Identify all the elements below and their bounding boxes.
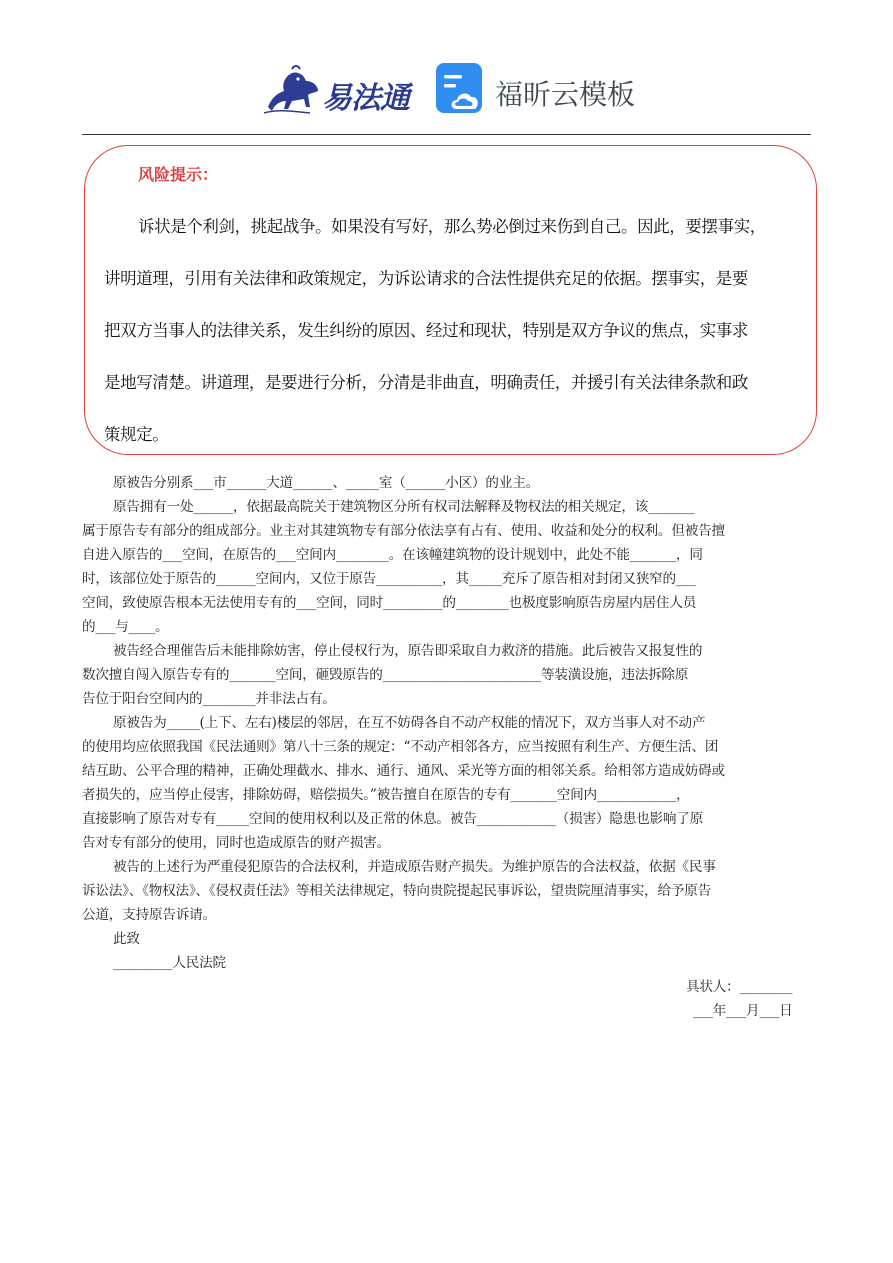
logo1-text: 易法通 bbox=[322, 81, 409, 116]
paragraph-line: 结互助、公平合理的精神，正确处理截水、排水、通行、通风、采光等方面的相邻关系。给相邻方造成妨碍或 bbox=[82, 763, 725, 779]
paragraph-line: 者损失的，应当停止侵害，排除妨碍，赔偿损失。”被告擅自在原告的专有_______空间内____________， bbox=[82, 787, 690, 803]
paragraph-line: 告位于阳台空间内的________并非法占有。 bbox=[82, 691, 336, 707]
paragraph-line: 的使用均应依照我国《民法通则》第八十三条的规定：“不动产相邻各方，应当按照有利生产、方便生活、团 bbox=[82, 739, 719, 755]
page-header bbox=[0, 55, 893, 130]
qilin-logo-icon bbox=[262, 63, 324, 119]
header-divider bbox=[82, 134, 811, 135]
cloud-template-logo-icon bbox=[436, 63, 486, 117]
court-name-line: _________人民法院 bbox=[113, 955, 226, 971]
risk-notice-line: 诉状是个利剑，挑起战争。如果没有写好，那么势必倒过来伤到自己。因此，要摆事实， bbox=[138, 217, 766, 236]
paragraph-line: 属于原告专有部分的组成部分。业主对其建筑物专有部分依法享有占有、使用、收益和处分的权利。但被告擅 bbox=[82, 523, 725, 539]
paragraph-line: 原被告为_____(上下、左右)楼层的邻居，在互不妨碍各自不动产权能的情况下，双方当事人对不动产 bbox=[113, 715, 706, 731]
paragraph-line: 原被告分别系___市______大道______、_____室（______小区）的业主。 bbox=[113, 475, 539, 491]
paragraph-line: 的___与____。 bbox=[82, 619, 169, 635]
paragraph-line: 空间，致使原告根本无法使用专有的___空间，同时_________的________也极度影响原告房屋内居住人员 bbox=[82, 595, 697, 611]
logo2-text: 福昕云模板 bbox=[495, 78, 636, 111]
paragraph-line: 告对专有部分的使用，同时也造成原告的财产损害。 bbox=[82, 835, 391, 851]
risk-notice-line: 把双方当事人的法律关系，发生纠纷的原因、经过和现状，特别是双方争议的焦点，实事求 bbox=[104, 321, 749, 340]
paragraph-line: 数次擅自闯入原告专有的_______空间，砸毁原告的________________________等装潢设施，违法拆除原 bbox=[82, 667, 689, 683]
signature-line: 具状人：________ bbox=[686, 979, 793, 995]
date-line: ___年___月___日 bbox=[693, 1003, 793, 1019]
paragraph-line: 被告经合理催告后未能排除妨害，停止侵权行为，原告即采取自力救济的措施。此后被告又报复性的 bbox=[113, 643, 703, 659]
risk-notice-box bbox=[84, 145, 817, 455]
risk-notice-title: 风险提示： bbox=[138, 165, 219, 184]
paragraph-line: 自进入原告的___空间，在原告的___空间内________。在该幢建筑物的设计规划中，此处不能_______，同 bbox=[82, 547, 703, 563]
risk-notice-line: 是地写清楚。讲道理，是要进行分析，分清是非曲直，明确责任，并援引有关法律条款和政 bbox=[104, 373, 749, 392]
risk-notice-line: 策规定。 bbox=[104, 425, 169, 444]
risk-notice-line: 讲明道理，引用有关法律和政策规定，为诉讼请求的合法性提供充足的依据。摆事实，是要 bbox=[104, 269, 749, 288]
paragraph-line: 公道，支持原告诉请。 bbox=[82, 907, 216, 923]
paragraph-line: 时，该部位处于原告的______空间内，又位于原告__________，其_____充斥了原告相对封闭又狭窄的___ bbox=[82, 571, 696, 587]
paragraph-line: 原告拥有一处______，依据最高院关于建筑物区分所有权司法解释及物权法的相关规定，该_______ bbox=[113, 499, 695, 515]
paragraph-line: 被告的上述行为严重侵犯原告的合法权利，并造成原告财产损失。为维护原告的合法权益，依据《民事 bbox=[113, 859, 716, 875]
closing-salutation: 此致 bbox=[113, 931, 140, 947]
paragraph-line: 诉讼法》、《物权法》、《侵权责任法》等相关法律规定，特向贵院提起民事诉讼，望贵院厘清事实，给予原告 bbox=[82, 883, 712, 899]
paragraph-line: 直接影响了原告对专有_____空间的使用权利以及正常的休息。被告____________（损害）隐患也影响了原 bbox=[82, 811, 704, 827]
